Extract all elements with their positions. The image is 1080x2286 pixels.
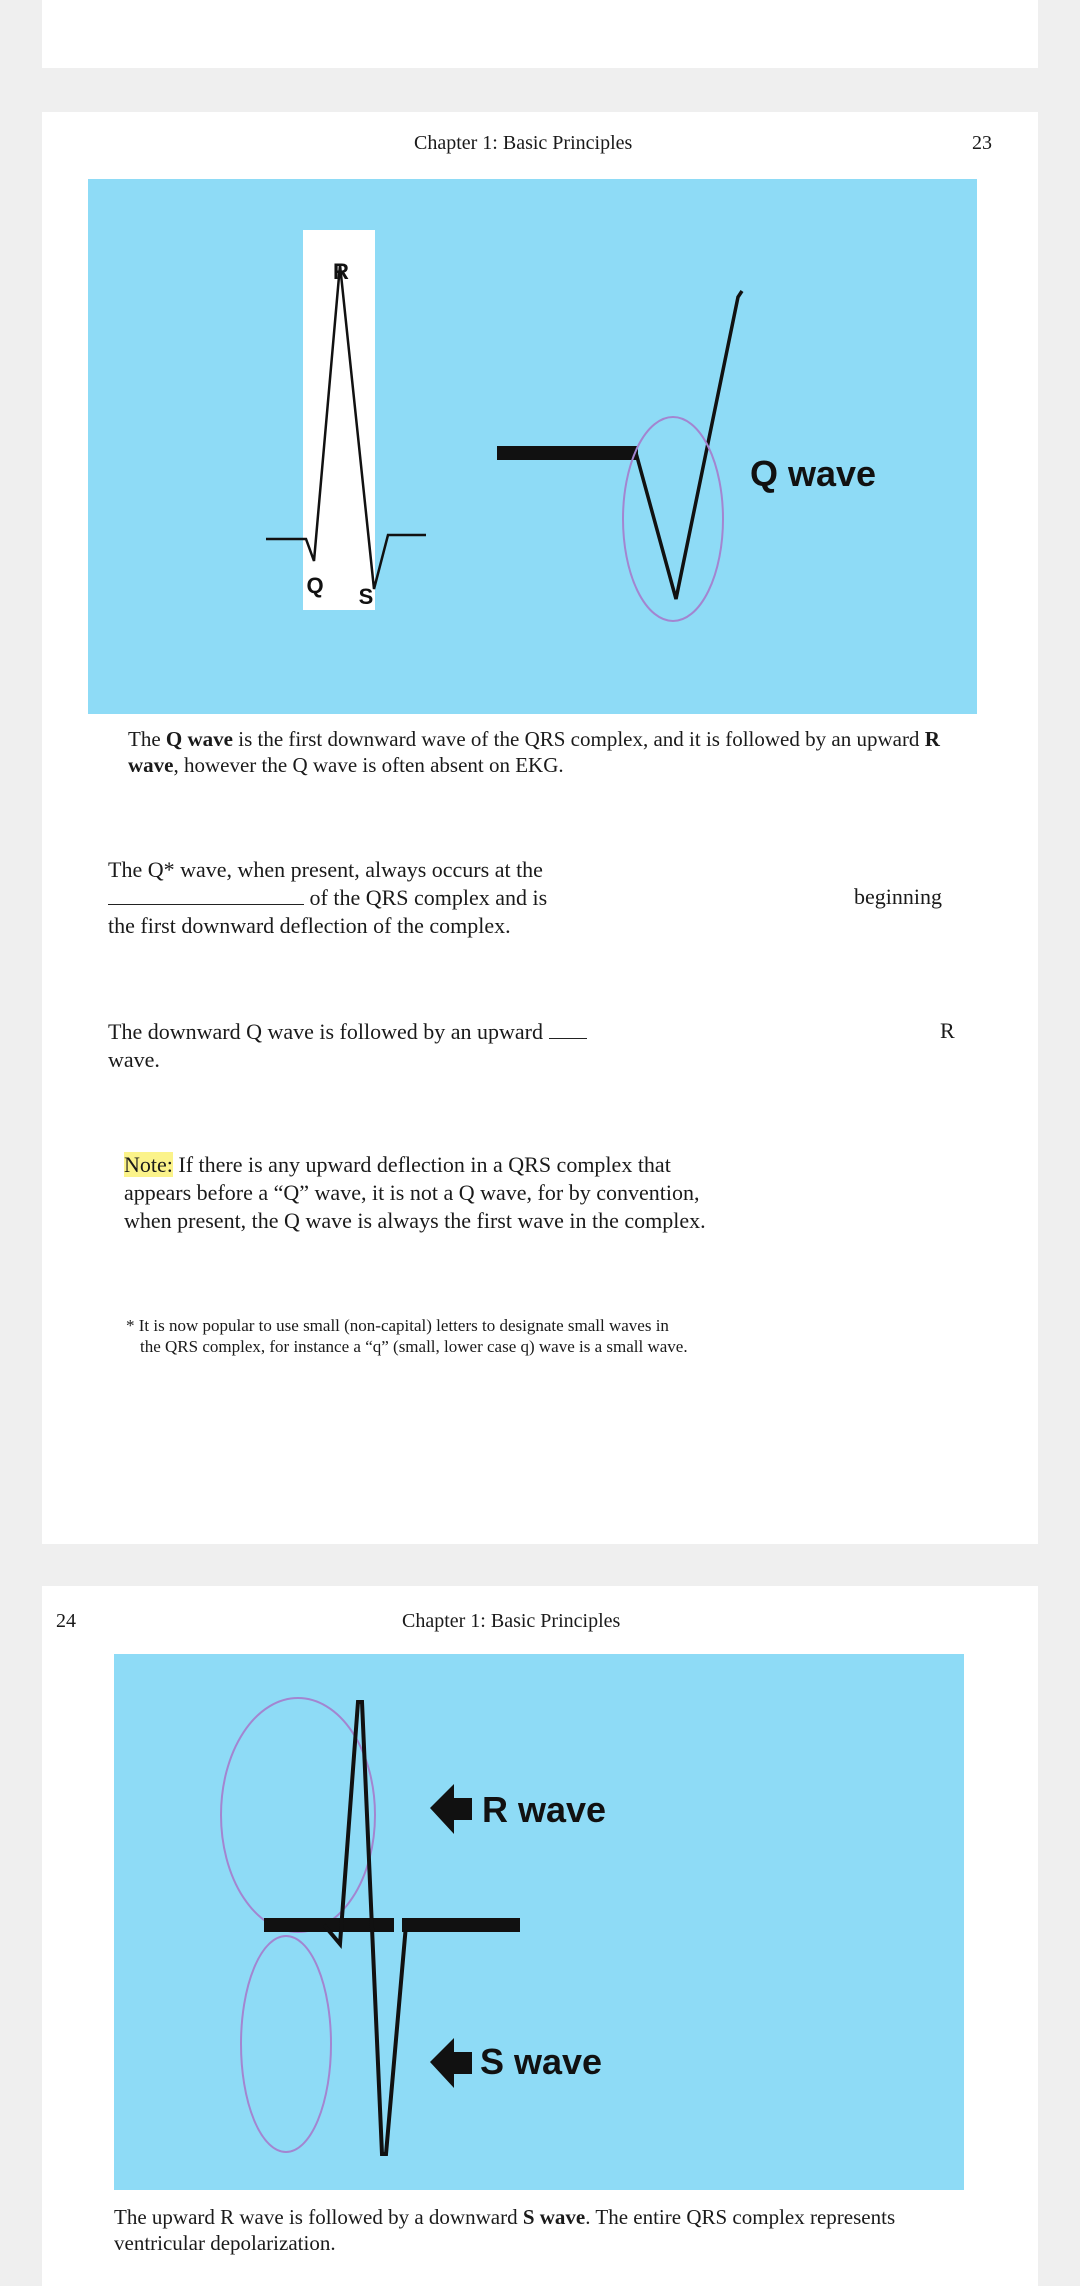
s-wave-label: S wave [480,2041,603,2082]
s-wave-circle [241,1936,331,2152]
question-1: The Q* wave, when present, always occurs at the of the QRS complex and is the first downward deflection of the complex. [108,857,548,938]
q-wave-caption: The Q wave is the first downward wave of the QRS complex, and it is followed by an upward R wave, however the Q wave is often absent on EKG. [128,727,940,777]
q-wave-figure [88,179,977,714]
page-number: 23 [972,132,992,154]
q-label: Q [306,573,324,598]
r-wave-label: R wave [482,1789,607,1830]
page-24 [42,1586,1038,2286]
footnote: * It is now popular to use small (non-capital) letters to designate small waves in the QRS complex, for instance a “q” (small, lower case q) wave is a small wave. [126,1316,688,1356]
q-wave-diagram [88,179,977,714]
note-label: Note: [124,1152,173,1177]
note-block: Note: If there is any upward deflection in a QRS complex that appears before a “Q” wave, it is not a Q wave, for by convention, when present, the Q wave is always the first wave in the complex. [124,1152,706,1233]
s-wave-arrow-icon [430,2038,472,2088]
page-23 [42,112,1038,1544]
r-label: R [333,259,349,284]
answer-1: beginning [854,884,942,909]
s-label: S [358,584,374,609]
answer-blank [108,886,304,905]
r-wave-arrow-icon [430,1784,472,1834]
answer-2: R [940,1018,955,1043]
chapter-header: Chapter 1: Basic Principles [402,1610,621,1632]
r-wave-circle [221,1698,375,1932]
rs-wave-diagram [114,1654,964,2190]
answer-blank [549,1020,587,1039]
previous-page-bottom [42,0,1038,68]
rs-wave-figure [114,1654,964,2190]
page-number: 24 [56,1610,76,1632]
q-wave-trace [636,291,742,599]
chapter-header: Chapter 1: Basic Principles [414,132,633,154]
rs-wave-caption: The upward R wave is followed by a downward S wave. The entire QRS complex represents ventricular depolarization. [114,2205,896,2255]
question-2: The downward Q wave is followed by an upward wave. [108,1018,708,1074]
q-wave-label: Q wave [750,453,877,494]
